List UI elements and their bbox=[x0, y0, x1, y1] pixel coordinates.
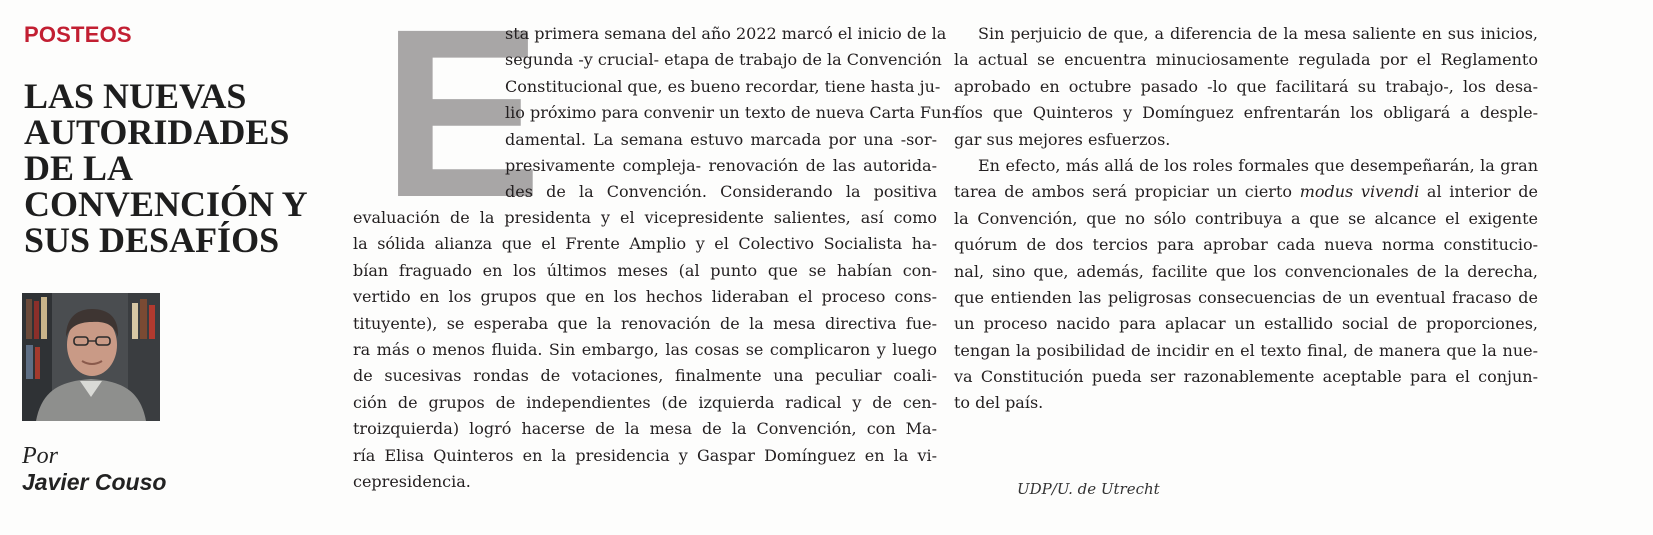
body-line: tengan la posibilidad de incidir en el texto final, de manera que la nue- bbox=[954, 340, 1538, 360]
body-line: la Convención, que no sólo contribuya a que se alcance el exigente bbox=[954, 208, 1538, 228]
body-line: ra más o menos fluida. Sin embargo, las cosas se complicaron y luego bbox=[353, 339, 937, 359]
headline bbox=[24, 78, 344, 258]
headline-line: LAS NUEVAS bbox=[24, 76, 247, 116]
body-line: tituyente), se esperaba que la renovación de la mesa directiva fue- bbox=[353, 313, 937, 333]
body-line: Sin perjuicio de que, a diferencia de la mesa saliente en sus inicios, bbox=[978, 24, 1538, 43]
body-line: ría Elisa Quinteros en la presidencia y Gaspar Domínguez en la vi- bbox=[353, 445, 937, 465]
body-line: segunda -y crucial- etapa de trabajo de la Convención bbox=[505, 50, 942, 70]
byline-prefix: Por bbox=[22, 443, 58, 469]
headline-line: SUS DESAFÍOS bbox=[24, 220, 280, 260]
author-photo bbox=[22, 293, 160, 421]
body-column-1-top bbox=[505, 21, 958, 206]
body-line: damental. La semana estuvo marcada por una -sor- bbox=[505, 129, 937, 149]
drop-cap: E bbox=[382, 0, 543, 247]
body-line: des de la Convención. Considerando la positiva bbox=[505, 182, 937, 202]
body-line: sta primera semana del año 2022 marcó el inicio de la bbox=[505, 24, 947, 43]
author-name: Javier Couso bbox=[22, 469, 167, 495]
body-line: la sólida alianza que el Frente Amplio y el Colectivo Socialista ha- bbox=[353, 234, 937, 254]
body-line: que entienden las peligrosas consecuencias de un eventual fracaso de bbox=[954, 287, 1538, 307]
body-line: presivamente compleja- renovación de las autorida- bbox=[505, 155, 937, 175]
body-line: vertido en los grupos que en los hechos lideraban el proceso cons- bbox=[353, 287, 937, 307]
section-label: POSTEOS bbox=[24, 22, 132, 47]
body-line: bían fraguado en los últimos meses (al punto que se habían con- bbox=[353, 260, 937, 280]
body-line: la actual se encuentra minuciosamente regulada por el Reglamento bbox=[954, 50, 1538, 70]
body-line: aprobado en octubre pasado -lo que facilitará su trabajo-, los desa- bbox=[954, 76, 1538, 96]
body-line: troizquierda) logró hacerse de la mesa de la Convención, con Ma- bbox=[353, 419, 937, 439]
body-line: gar sus mejores esfuerzos. bbox=[954, 129, 1171, 149]
headline-line: CONVENCIÓN Y bbox=[24, 184, 308, 224]
body-line: nal, sino que, además, facilite que los convencionales de la derecha, bbox=[954, 261, 1538, 281]
author-affiliation: UDP/U. de Utrecht bbox=[1017, 480, 1160, 498]
body-line: un proceso nacido para aplacar un estallido social de proporciones, bbox=[954, 314, 1538, 334]
body-line: evaluación de la presidenta y el vicepresidente salientes, así como bbox=[353, 208, 937, 227]
body-column-2 bbox=[954, 21, 1538, 417]
headline-line: AUTORIDADES bbox=[24, 112, 290, 152]
body-column-1-bottom bbox=[353, 205, 937, 495]
body-line: fíos que Quinteros y Domínguez enfrentarán los obligará a desple- bbox=[954, 103, 1538, 123]
headline-line: DE LA bbox=[24, 148, 134, 188]
author-portrait-illustration bbox=[22, 293, 160, 421]
body-line: ción de grupos de independientes (de izquierda radical y de cen- bbox=[353, 392, 937, 412]
body-line: de sucesivas rondas de votaciones, finalmente una peculiar coali- bbox=[353, 366, 937, 386]
body-line: Constitucional que, es bueno recordar, tiene hasta ju- bbox=[505, 76, 941, 96]
body-line: va Constitución pueda ser razonablemente aceptable para el conjun- bbox=[954, 367, 1538, 387]
body-line: lio próximo para convenir un texto de nueva Carta Fun- bbox=[505, 103, 958, 123]
body-line: En efecto, más allá de los roles formales que desempeñarán, la gran bbox=[978, 155, 1538, 175]
body-line: tarea de ambos será propiciar un cierto modus vivendi al interior de bbox=[954, 182, 1538, 202]
body-line: quórum de dos tercios para aprobar cada nueva norma constitucio- bbox=[954, 235, 1538, 255]
body-line: cepresidencia. bbox=[353, 471, 471, 491]
body-line: to del país. bbox=[954, 393, 1044, 413]
